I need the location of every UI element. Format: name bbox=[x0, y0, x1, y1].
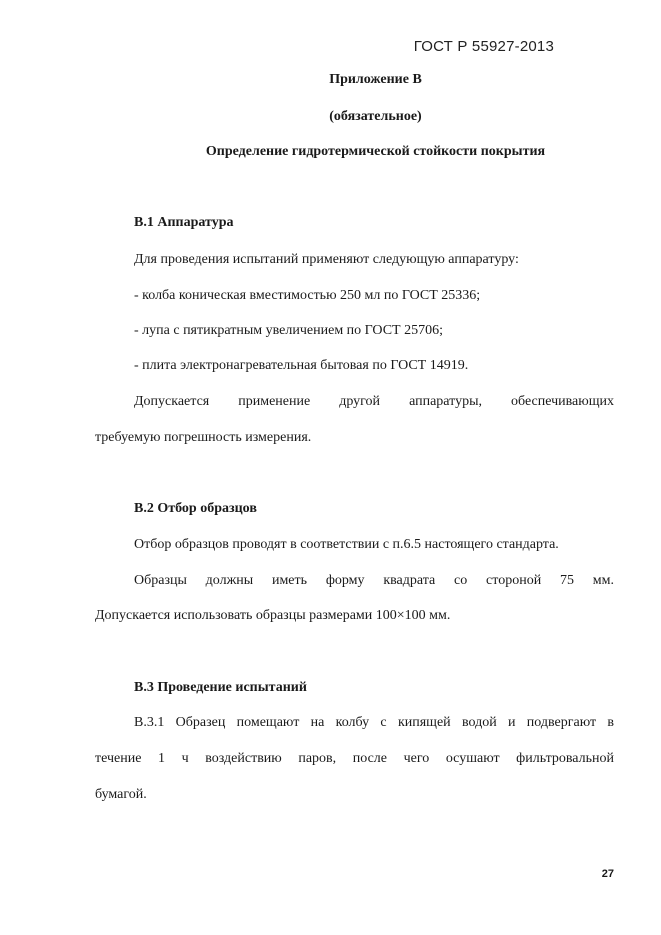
page-number: 27 bbox=[601, 868, 614, 880]
b1-list-item: - колба коническая вместимостью 250 мл по ГОСТ 25336; bbox=[134, 288, 481, 303]
appendix-title: Приложение В bbox=[329, 72, 422, 87]
b2-para1: Отбор образцов проводят в соответствии с п.6.5 настоящего стандарта. bbox=[134, 537, 559, 552]
section-heading-b3: В.3 Проведение испытаний bbox=[134, 680, 307, 695]
document-code: ГОСТ Р 55927-2013 bbox=[413, 38, 554, 55]
b1-note-line1: Допускается применение другой аппаратуры, обеспечивающих bbox=[134, 394, 614, 409]
b1-intro: Для проведения испытаний применяют следующую аппаратуру: bbox=[134, 252, 519, 267]
b3-para1-line3: бумагой. bbox=[95, 787, 147, 802]
b2-para2-line1: Образцы должны иметь форму квадрата со стороной 75 мм. bbox=[134, 573, 614, 588]
b1-list-item: - лупа с пятикратным увеличением по ГОСТ 25706; bbox=[134, 323, 443, 338]
section-heading-b1: В.1 Аппаратура bbox=[134, 215, 234, 230]
b2-para2-line2: Допускается использовать образцы размерами 100×100 мм. bbox=[95, 608, 451, 623]
b3-para1-line2: течение 1 ч воздействию паров, после чего осушают фильтровальной bbox=[95, 751, 614, 766]
appendix-subject: Определение гидротермической стойкости покрытия bbox=[205, 144, 546, 159]
section-heading-b2: В.2 Отбор образцов bbox=[134, 501, 257, 516]
b1-note-line2: требуемую погрешность измерения. bbox=[95, 430, 312, 445]
b3-para1-line1: В.3.1 Образец помещают на колбу с кипящей водой и подвергают в bbox=[134, 715, 614, 730]
b1-list-item: - плита электронагревательная бытовая по ГОСТ 14919. bbox=[134, 358, 469, 373]
appendix-status: (обязательное) bbox=[329, 109, 422, 124]
